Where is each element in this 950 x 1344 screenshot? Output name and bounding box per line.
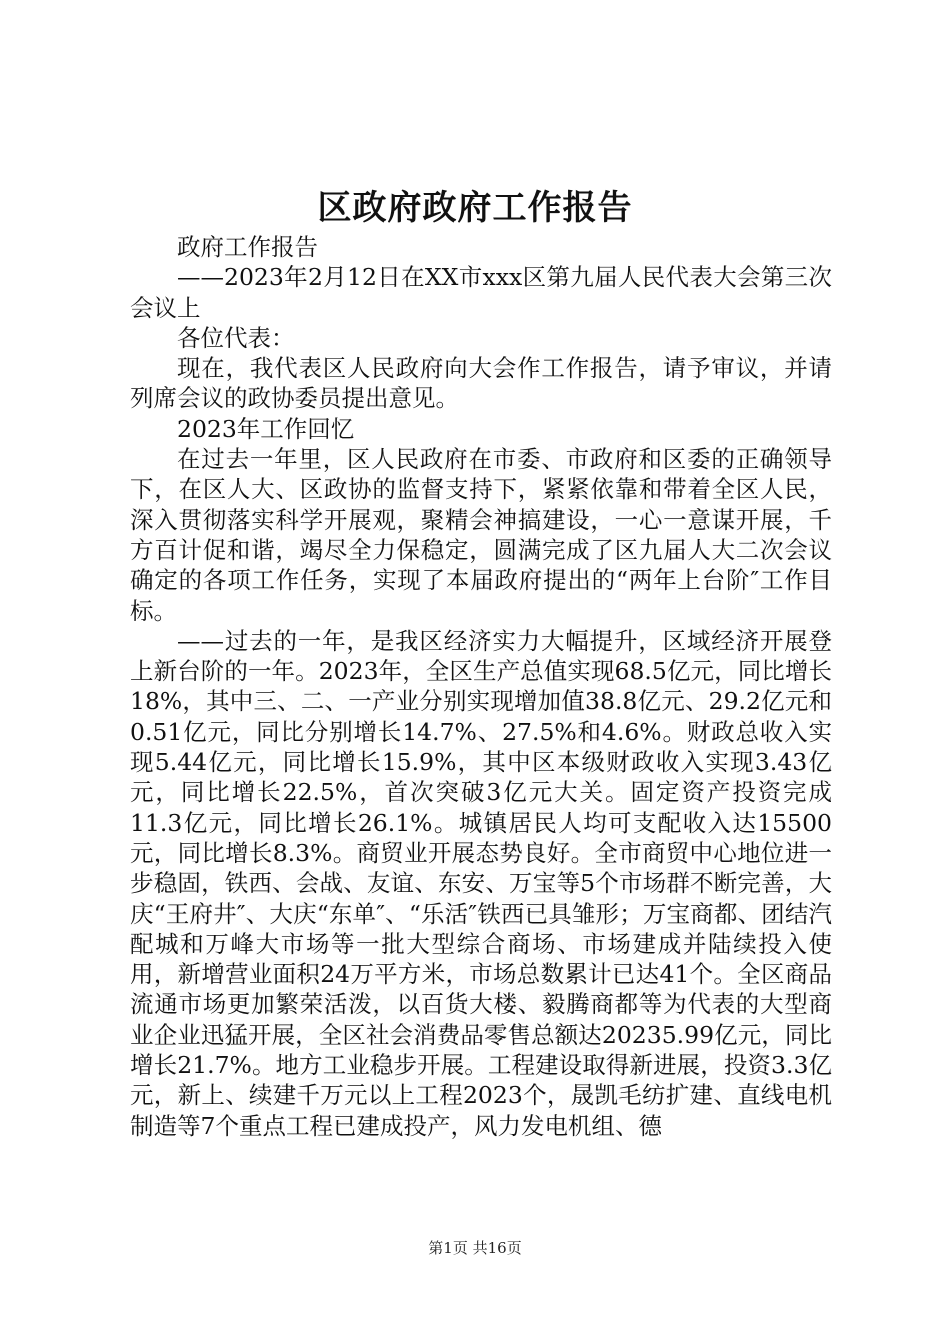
document-body — [130, 232, 832, 1141]
paragraph-introduction: 现在，我代表区人民政府向大会作工作报告，请予审议，并请列席会议的政协委员提出意见。 — [130, 354, 832, 413]
paragraph-meeting-date: ——2023年2月12日在XX市xxx区第九届人民代表大会第三次会议上 — [130, 263, 832, 322]
paragraph-section-heading: 2023年工作回忆 — [177, 414, 355, 443]
document-title: 区政府政府工作报告 — [317, 188, 633, 228]
page-number-footer: 第1页 共16页 — [428, 1239, 522, 1257]
paragraph-salutation: 各位代表： — [177, 323, 295, 352]
paragraph-report-heading: 政府工作报告 — [177, 233, 318, 261]
paragraph-review-summary: 在过去一年里，区人民政府在市委、市政府和区委的正确领导下，在区人大、区政协的监督支持下，紧紧依靠和带着全区人民，深入贯彻落实科学开展观，聚精会神搞建设，一心一意谋开展，千方百计促和谐，竭尽全力保稳定，圆满完成了区九届人大二次会议确定的各项工作任务，实现了本届政府提出的“两年上台阶″工作目标。 — [130, 445, 832, 625]
paragraph-economic-review: ——过去的一年，是我区经济实力大幅提升，区域经济开展登上新台阶的一年。2023年，全区生产总值实现68.5亿元，同比增长18%，其中三、二、一产业分别实现增加值38.8亿元、29.2亿元和0.51亿元，同比分别增长14.7%、27.5%和4.6%。财政总收入实现5.44亿元，同比增长15.9%，其中区本级财政收入实现3.43亿元，同比增长22.5%，首次突破3亿元大关。固定资产投资完成11.3亿元，同比增长26.1%。城镇居民人均可支配收入达15500元，同比增长8.3%。商贸业开展态势良好。全市商贸中心地位进一步稳固，铁西、会战、友谊、东安、万宝等5个市场群不断完善，大庆“王府井″、大庆“东单″、“乐活″铁西已具雏形；万宝商都、团结汽配城和万峰大市场等一批大型综合商场、市场建成并陆续投入使用，新增营业面积24万平方米，市场总数累计已达41个。全区商品流通市场更加繁荣活泼，以百货大楼、毅腾商都等为代表的大型商业企业迅猛开展，全区社会消费品零售总额达20235.99亿元，同比增长21.7%。地方工业稳步开展。工程建设取得新进展，投资3.3亿元，新上、续建千万元以上工程2023个，晟凯毛纺扩建、直线电机制造等7个重点工程已建成投产，风力发电机组、德 — [130, 626, 832, 1140]
